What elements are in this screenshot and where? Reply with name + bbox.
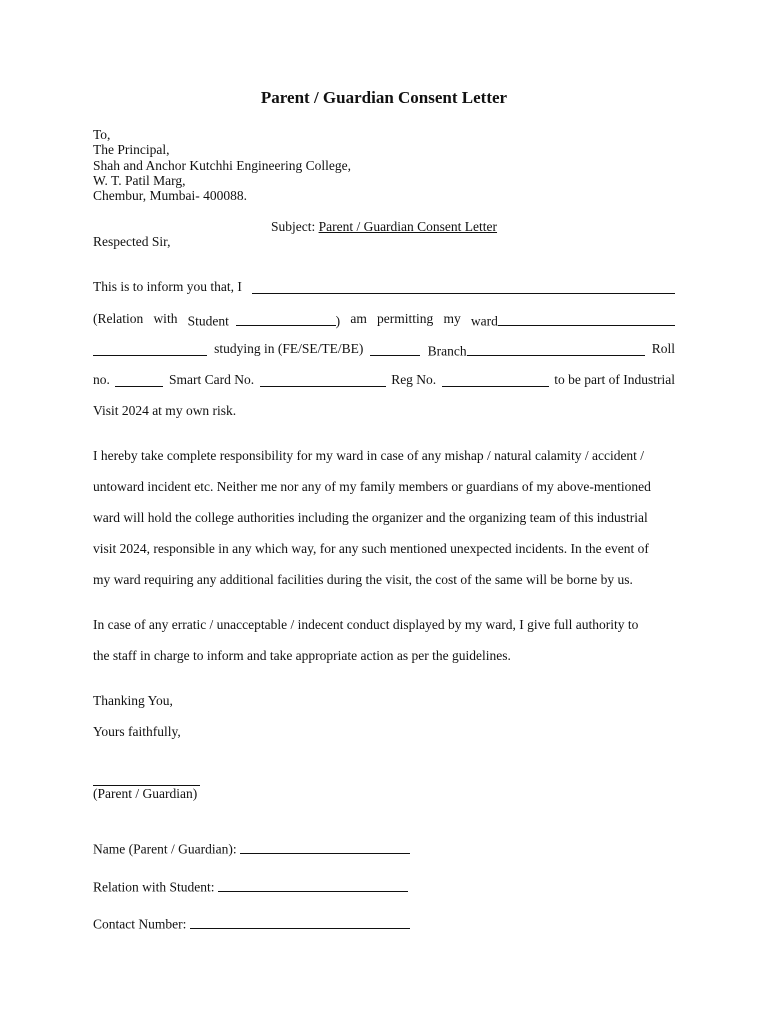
- salutation: Respected Sir,: [93, 234, 171, 249]
- am-word: am: [350, 311, 367, 326]
- name-field-label: Name (Parent / Guardian):: [93, 841, 237, 857]
- thanking-you: Thanking You,: [93, 693, 173, 708]
- resp-line-1: I hereby take complete responsibility for my ward in case of any mishap / natural calamity / accident /: [93, 448, 645, 463]
- conduct-line-1: In case of any erratic / unacceptable / indecent conduct displayed by my ward, I give full authority to: [93, 617, 639, 632]
- resp-line-3: ward will hold the college authorities including the organizer and the organizing team of this industrial: [93, 510, 648, 525]
- subject-label: Subject:: [270, 219, 316, 234]
- reg-no-label: Reg No.: [391, 372, 437, 387]
- smart-card-label: Smart Card No.: [168, 372, 255, 387]
- letter-title: Parent / Guardian Consent Letter: [260, 88, 508, 107]
- branch-word: Branch: [428, 341, 645, 360]
- intro-text: This is to inform you that, I: [93, 279, 242, 294]
- subject-text: Parent / Guardian Consent Letter: [318, 219, 498, 234]
- reg-no-blank[interactable]: [442, 372, 549, 387]
- no-word: no.: [93, 372, 110, 387]
- address-to: To,: [93, 127, 111, 142]
- address-college: Shah and Anchor Kutchhi Engineering College,: [93, 157, 351, 173]
- resp-line-2: untoward incident etc. Neither me nor any of my family members or guardians of my above-mentioned: [93, 479, 651, 494]
- name-field-row: [93, 839, 410, 858]
- relation-field-row: [93, 877, 408, 896]
- contact-field-row: [93, 914, 410, 933]
- intro-line-4: [93, 372, 675, 388]
- conduct-line-2: the staff in charge to inform and take appropriate action as per the guidelines.: [93, 648, 511, 663]
- with-word: with: [153, 311, 178, 326]
- recipient-address: [93, 127, 351, 203]
- relation-blank[interactable]: [236, 311, 336, 326]
- roll-word: Roll: [651, 341, 675, 356]
- subject-line: [0, 219, 768, 235]
- ward-word: ward: [471, 311, 675, 330]
- industrial-text: to be part of Industrial: [554, 372, 675, 387]
- intro-line-3: [93, 341, 675, 360]
- ward-name-cont-blank[interactable]: [93, 341, 207, 356]
- intro-line-5: Visit 2024 at my own risk.: [93, 403, 237, 418]
- permitting-word: permitting: [377, 311, 434, 326]
- resp-line-5: my ward requiring any additional facilities during the visit, the cost of the same will be borne by us.: [93, 572, 633, 587]
- branch-blank[interactable]: [467, 341, 645, 356]
- year-blank[interactable]: [370, 341, 420, 356]
- my-word: my: [443, 311, 461, 326]
- yours-faithfully: Yours faithfully,: [93, 724, 181, 739]
- student-word: Student ): [188, 311, 341, 330]
- contact-field-blank[interactable]: [190, 914, 410, 929]
- address-principal: The Principal,: [93, 142, 170, 158]
- smart-card-blank[interactable]: [260, 372, 386, 387]
- relation-field-label: Relation with Student:: [93, 879, 215, 895]
- address-street: W. T. Patil Marg,: [93, 172, 186, 188]
- parent-name-blank[interactable]: [252, 279, 675, 294]
- name-field-blank[interactable]: [240, 839, 410, 854]
- address-city: Chembur, Mumbai- 400088.: [93, 188, 247, 204]
- resp-line-4: visit 2024, responsible in any which way, for any such mentioned unexpected incidents. In the event of: [93, 541, 649, 556]
- relation-word: (Relation: [93, 311, 144, 326]
- studying-text: studying in (FE/SE/TE/BE): [214, 341, 364, 356]
- intro-line-2: [93, 311, 675, 330]
- intro-line-1: [93, 279, 675, 295]
- signature-label: (Parent / Guardian): [93, 786, 198, 801]
- relation-field-blank[interactable]: [218, 877, 408, 892]
- contact-field-label: Contact Number:: [93, 916, 187, 932]
- ward-name-blank[interactable]: [498, 311, 675, 326]
- roll-no-blank[interactable]: [115, 372, 163, 387]
